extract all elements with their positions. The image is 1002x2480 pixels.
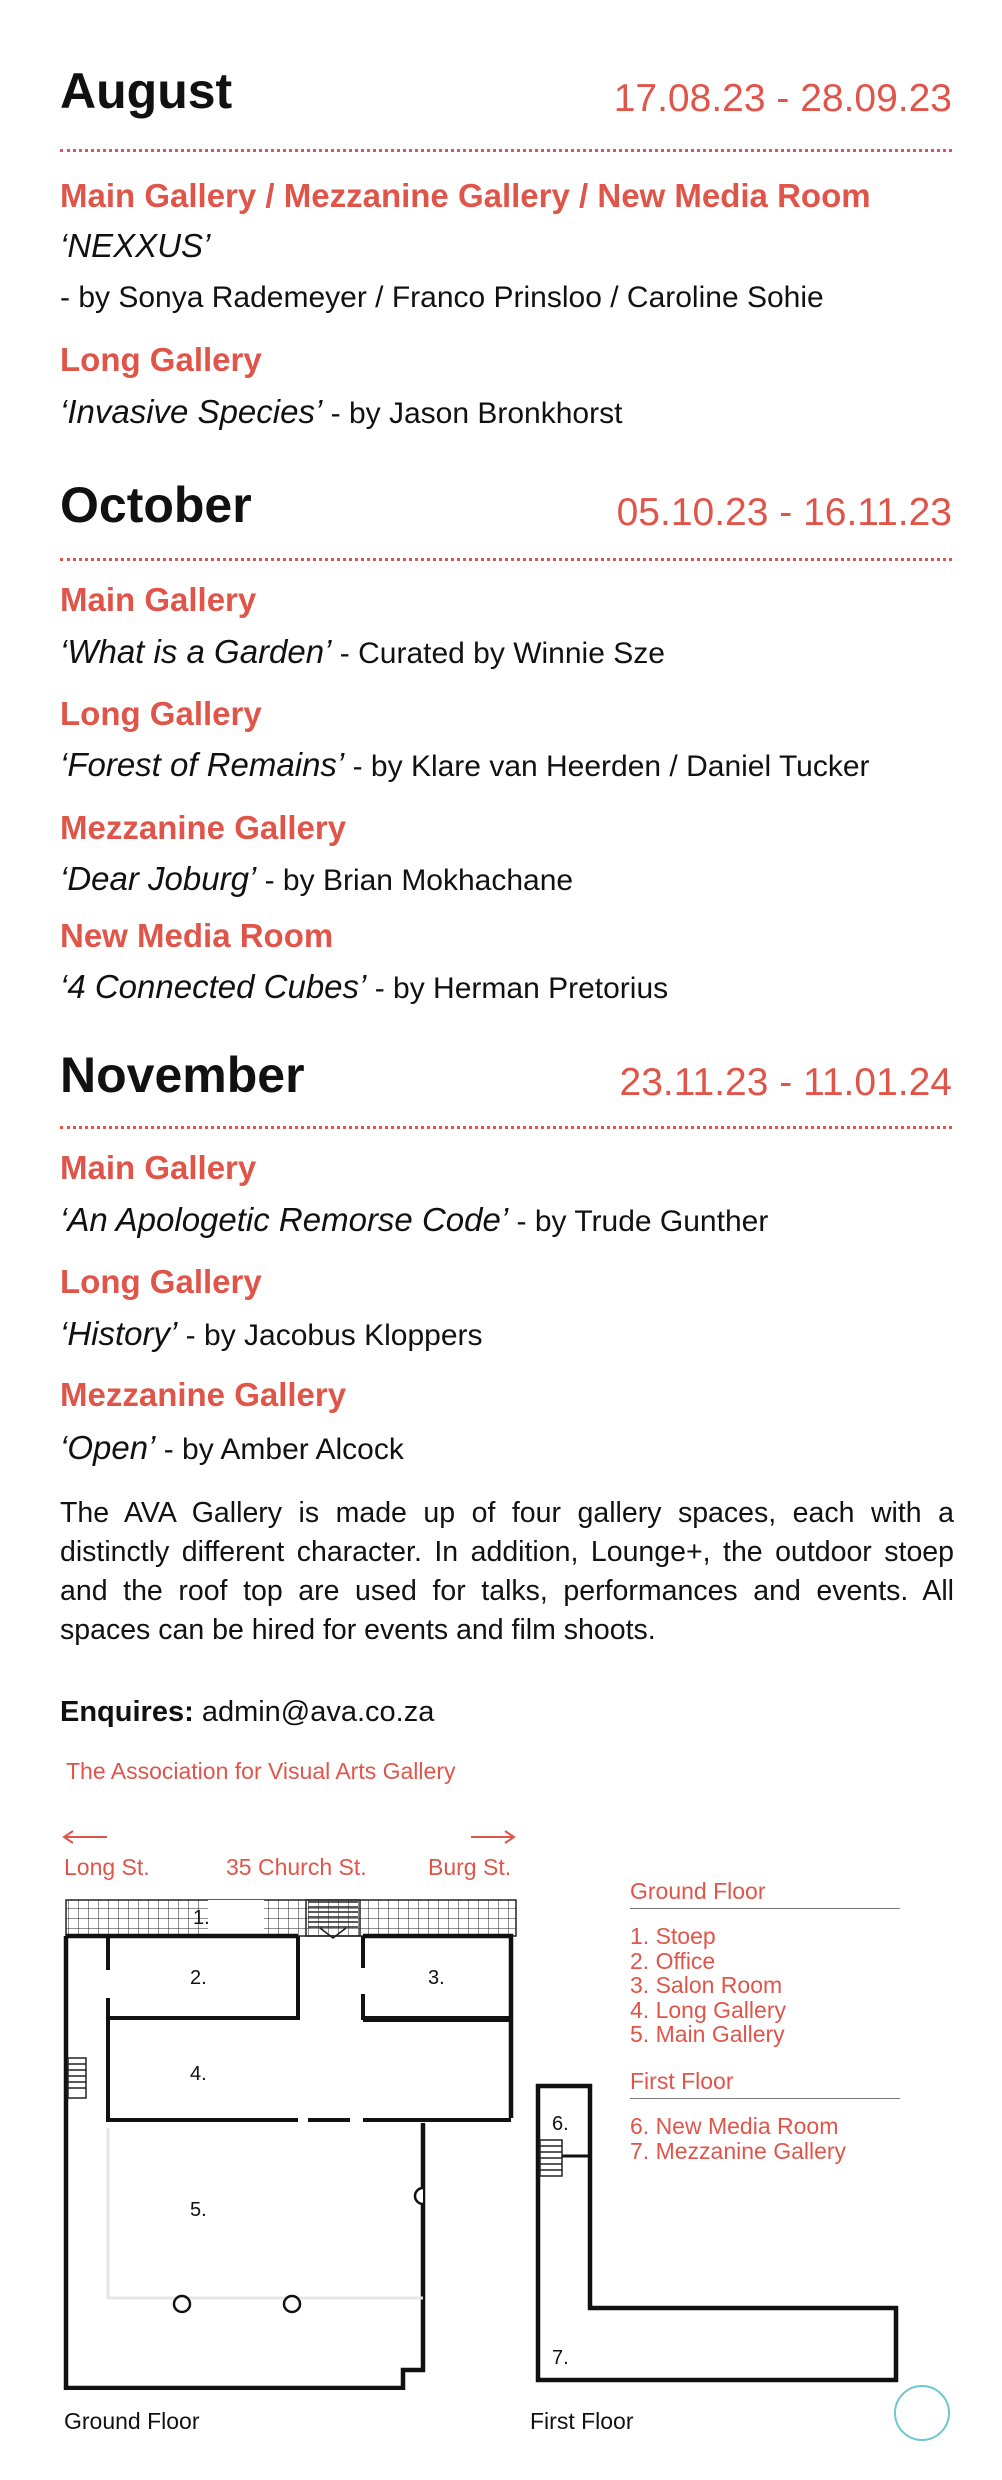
legend-item: 2. Office — [630, 1947, 716, 1974]
legend-item: 5. Main Gallery — [630, 2021, 785, 2047]
exhibition-credit: - by Jason Bronkhorst — [322, 397, 623, 430]
month-dates: 17.08.23 - 28.09.23 — [613, 77, 952, 120]
month-header-october — [60, 470, 952, 540]
exhibition-title: ‘History’ — [60, 1315, 178, 1352]
exhibition-credit: - by Jacobus Kloppers — [177, 1319, 483, 1352]
exhibition-line — [60, 1312, 483, 1358]
room-number: 5. — [190, 2199, 207, 2221]
legend-first-list — [630, 2114, 846, 2163]
enquiries-label: Enquires: — [60, 1696, 194, 1728]
month-title: October — [60, 477, 252, 533]
corner-circle-icon — [894, 2385, 950, 2441]
exhibition-line — [60, 390, 622, 436]
arrow-right-icon — [470, 1830, 516, 1844]
ground-floor-caption: Ground Floor — [64, 2408, 200, 2434]
dotted-divider — [60, 149, 952, 152]
legend-divider — [630, 2098, 900, 2099]
venue-label: Main Gallery / Mezzanine Gallery / New Media Room — [60, 177, 871, 214]
enquiries-line — [60, 1692, 434, 1732]
exhibition-line — [60, 857, 573, 903]
month-title: November — [60, 1047, 305, 1103]
legend-first-title: First Floor — [630, 2068, 734, 2094]
street-label-burg: Burg St. — [428, 1854, 512, 1880]
exhibition-line — [60, 1198, 768, 1244]
legend-ground-title: Ground Floor — [630, 1878, 766, 1904]
venue-label: Mezzanine Gallery — [60, 809, 347, 846]
arrow-left-icon — [62, 1830, 108, 1844]
exhibition-line — [60, 1426, 404, 1472]
enquiries-email[interactable]: admin@ava.co.za — [201, 1696, 435, 1728]
street-label-church: 35 Church St. — [226, 1854, 367, 1880]
room-number: 3. — [428, 1967, 445, 1989]
exhibition-title: ‘Invasive Species’ — [60, 393, 323, 430]
association-title: The Association for Visual Arts Gallery — [66, 1758, 456, 1784]
venue-label: Main Gallery — [60, 581, 257, 618]
exhibition-line — [60, 224, 210, 270]
exhibition-title: ‘Forest of Remains’ — [60, 746, 345, 783]
month-header-august — [60, 56, 952, 126]
exhibition-line — [60, 965, 668, 1011]
about-paragraph: The AVA Gallery is made up of four gallery spaces, each with a distinctly different character. In addition, Lounge+, the outdoor stoep and the roof top are used for talks, performances and events. All spaces can be hired for events and film shoots. — [60, 1497, 954, 1646]
venue-label: Long Gallery — [60, 341, 262, 378]
venue-label: Main Gallery — [60, 1149, 257, 1186]
exhibition-title: ‘NEXXUS’ — [60, 227, 211, 264]
room-number: 7. — [552, 2347, 569, 2369]
legend-divider — [630, 1908, 900, 1909]
month-dates: 05.10.23 - 16.11.23 — [616, 491, 952, 534]
exhibition-credit: - by Trude Gunther — [508, 1205, 769, 1238]
room-number: 1. — [193, 1907, 210, 1929]
exhibition-credit: - by Sonya Rademeyer / Franco Prinsloo / Caroline Sohie — [60, 281, 824, 314]
legend-item: 4. Long Gallery — [630, 1996, 786, 2023]
exhibition-line — [60, 630, 665, 676]
room-number: 2. — [190, 1967, 207, 1989]
venue-label: Mezzanine Gallery — [60, 1376, 347, 1413]
dotted-divider — [60, 1126, 952, 1129]
ground-floor-plan — [58, 1898, 523, 2390]
street-label-long: Long St. — [64, 1854, 150, 1880]
first-floor-caption: First Floor — [530, 2408, 634, 2434]
exhibition-credit: - by Amber Alcock — [155, 1433, 404, 1466]
legend-item: 7. Mezzanine Gallery — [630, 2137, 847, 2164]
exhibition-title: ‘Open’ — [60, 1429, 156, 1466]
exhibition-title: ‘Dear Joburg’ — [60, 860, 257, 897]
legend-item: 6. New Media Room — [630, 2113, 839, 2139]
exhibition-line — [60, 743, 870, 789]
venue-label: New Media Room — [60, 917, 334, 954]
exhibition-credit: - Curated by Winnie Sze — [331, 637, 665, 670]
venue-label: Long Gallery — [60, 695, 262, 732]
month-dates: 23.11.23 - 11.01.24 — [619, 1061, 952, 1104]
month-title: August — [60, 63, 233, 119]
legend-ground-list — [630, 1924, 786, 2047]
venue-label: Long Gallery — [60, 1263, 262, 1300]
month-header-november — [60, 1040, 952, 1110]
room-number: 4. — [190, 2063, 207, 2085]
dotted-divider — [60, 558, 952, 561]
exhibition-credit: - by Herman Pretorius — [366, 972, 669, 1005]
exhibition-title: ‘An Apologetic Remorse Code’ — [60, 1201, 509, 1238]
room-number: 6. — [552, 2113, 569, 2135]
exhibition-title: ‘What is a Garden’ — [60, 633, 332, 670]
exhibition-credit: - by Brian Mokhachane — [256, 864, 574, 897]
legend-item: 1. Stoep — [630, 1923, 716, 1949]
exhibition-credit: - by Klare van Heerden / Daniel Tucker — [344, 750, 870, 783]
legend-item: 3. Salon Room — [630, 1972, 783, 1998]
exhibition-title: ‘4 Connected Cubes’ — [60, 968, 367, 1005]
